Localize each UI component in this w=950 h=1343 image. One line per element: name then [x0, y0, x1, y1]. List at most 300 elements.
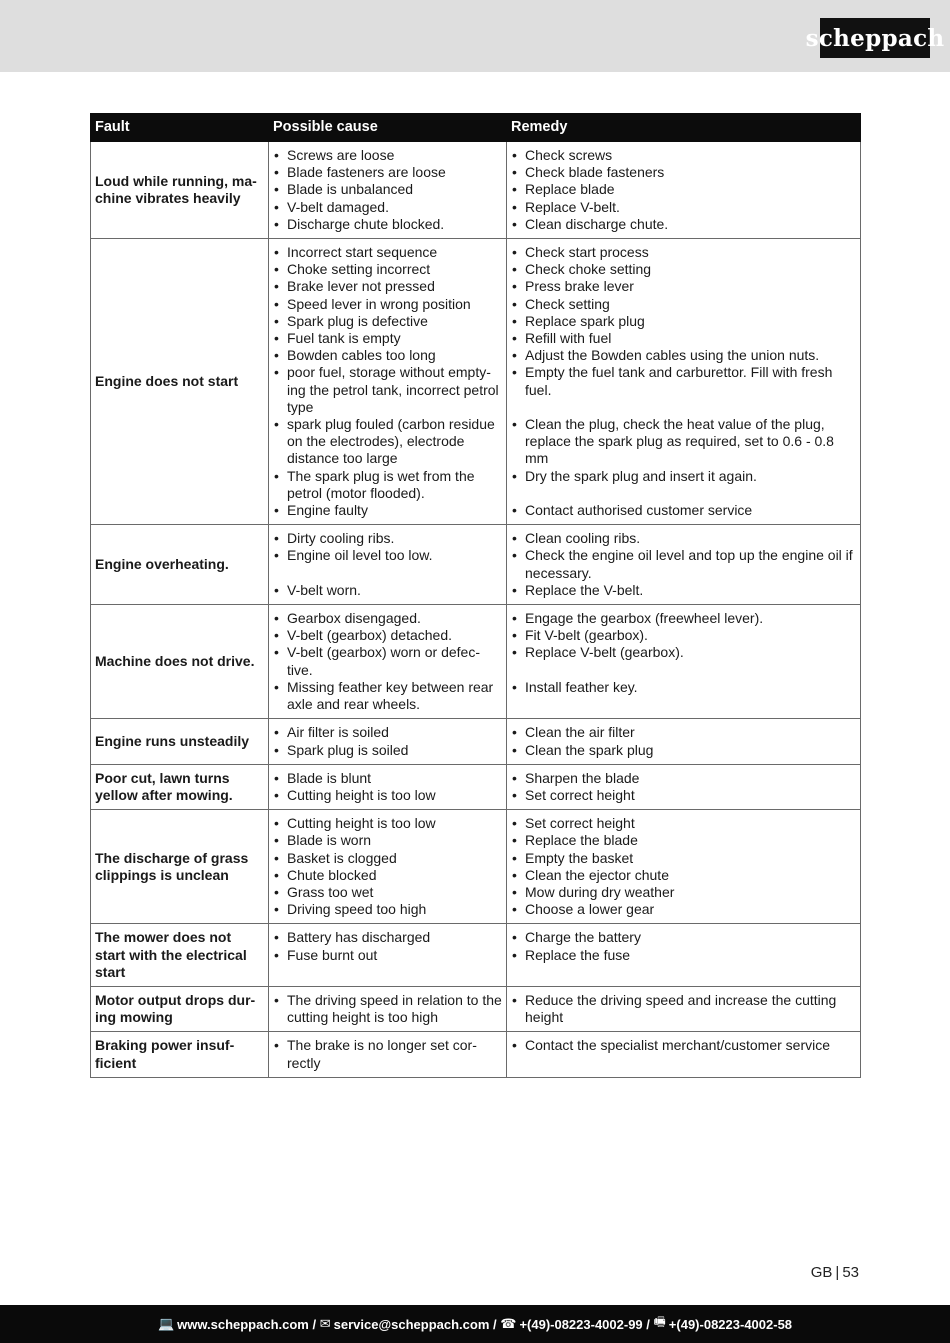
list-item	[511, 364, 856, 398]
bullet: •	[274, 530, 279, 547]
list-item-text: Replace spark plug	[525, 312, 645, 329]
list-item	[273, 296, 502, 313]
bullet: •	[512, 1037, 517, 1054]
contact-footer	[0, 1305, 950, 1343]
bullet: •	[274, 832, 279, 849]
list-item	[273, 947, 502, 964]
list-item	[273, 929, 502, 946]
list-item	[273, 261, 502, 278]
remedy-cell	[507, 986, 861, 1031]
list-item	[273, 164, 502, 181]
list-item-text: Engage the gearbox (freewheel lever).	[525, 610, 764, 627]
list-item-text: Replace the V-belt.	[525, 581, 644, 598]
bullet: •	[512, 147, 517, 163]
list-item	[273, 850, 502, 867]
list-item-text: Choke setting incorrect	[287, 261, 431, 278]
list-item	[273, 181, 502, 198]
list-item	[511, 850, 856, 867]
list-item-text: V-belt worn.	[287, 581, 361, 598]
table-row	[91, 719, 861, 764]
list-item-text: V-belt (gearbox) worn or defec-tive.	[287, 644, 480, 678]
list-item-text: Bowden cables too long	[287, 347, 436, 364]
list-item	[273, 468, 502, 502]
fault-cell: Poor cut, lawn turns yellow after mowing.	[91, 764, 269, 809]
bullet: •	[274, 547, 279, 564]
bullet: •	[274, 627, 279, 644]
list-item	[511, 742, 856, 759]
bullet: •	[274, 610, 279, 627]
bullet: •	[274, 181, 279, 198]
list-item	[511, 832, 856, 849]
list-item-text: Air filter is soiled	[287, 724, 389, 741]
bullet: •	[274, 946, 279, 963]
list-item-text: Check screws	[525, 147, 613, 163]
cause-cell	[269, 142, 507, 239]
bullet: •	[512, 849, 517, 866]
list-item	[273, 815, 502, 832]
list-item	[511, 147, 856, 164]
table-row	[91, 986, 861, 1031]
bullet: •	[274, 330, 279, 347]
mail-icon: ✉	[319, 1316, 331, 1331]
page-separator: |	[835, 1264, 840, 1281]
list-item	[273, 627, 502, 644]
list-item-text: Chute blocked	[287, 866, 377, 883]
cause-list	[273, 1037, 502, 1071]
bullet: •	[274, 866, 279, 883]
list-item	[273, 644, 502, 678]
list-item	[511, 502, 856, 519]
list-item	[273, 330, 502, 347]
table-row	[91, 764, 861, 809]
cause-cell	[269, 924, 507, 987]
list-item-text: Spark plug is defective	[287, 312, 428, 329]
list-item-text: Engine oil level too low.	[287, 547, 433, 564]
bullet: •	[274, 929, 279, 946]
cause-cell	[269, 810, 507, 924]
list-item-text: Clean discharge chute.	[525, 215, 669, 232]
remedy-list	[511, 244, 856, 519]
bullet: •	[512, 547, 517, 564]
list-item-text: Adjust the Bowden cables using the union nuts.	[525, 347, 820, 364]
fault-cell: Motor output drops dur-ing mowing	[91, 986, 269, 1031]
bullet: •	[512, 769, 517, 786]
header-fault: Fault	[91, 114, 269, 142]
footer-sep-1: /	[308, 1316, 320, 1332]
list-item	[273, 416, 502, 468]
list-item	[511, 216, 856, 233]
remedy-cell	[507, 924, 861, 987]
list-item-text: Fuse burnt out	[287, 946, 378, 963]
cause-list	[273, 992, 502, 1026]
list-item	[273, 364, 502, 416]
table-body	[91, 142, 861, 1078]
bullet: •	[274, 991, 279, 1008]
list-item	[273, 742, 502, 759]
bullet: •	[274, 312, 279, 329]
list-item	[273, 216, 502, 233]
bullet: •	[512, 261, 517, 278]
list-item	[273, 547, 502, 564]
list-item-text: Replace the blade	[525, 832, 638, 849]
bullet: •	[274, 901, 279, 918]
list-item	[273, 992, 502, 1026]
bullet: •	[512, 741, 517, 758]
bullet: •	[512, 244, 517, 261]
list-item	[511, 947, 856, 964]
list-item	[511, 929, 856, 946]
table-row	[91, 810, 861, 924]
list-item	[511, 261, 856, 278]
bullet: •	[274, 581, 279, 598]
fault-cell: Engine overheating.	[91, 525, 269, 605]
list-item-text: Engine faulty	[287, 502, 368, 519]
list-item	[511, 644, 856, 661]
bullet: •	[512, 198, 517, 215]
remedy-list	[511, 610, 856, 696]
cause-list	[273, 244, 502, 519]
bullet: •	[274, 278, 279, 295]
brand-logo-text: scheppach	[805, 24, 945, 52]
bullet: •	[512, 347, 517, 364]
bullet: •	[512, 678, 517, 695]
bullet: •	[274, 347, 279, 364]
cause-cell	[269, 986, 507, 1031]
bullet: •	[274, 644, 279, 661]
list-item-text: Press brake lever	[525, 278, 634, 295]
list-item-text: Fuel tank is empty	[287, 330, 401, 347]
list-item	[511, 787, 856, 804]
list-item	[273, 610, 502, 627]
list-item	[511, 313, 856, 330]
table-row	[91, 605, 861, 719]
bullet: •	[512, 866, 517, 883]
list-item	[511, 901, 856, 918]
list-item	[273, 884, 502, 901]
bullet: •	[512, 883, 517, 900]
table-row	[91, 1032, 861, 1077]
brand-logo	[805, 18, 945, 58]
list-item	[511, 992, 856, 1026]
list-item	[273, 530, 502, 547]
list-item-text: Blade is unbalanced	[287, 181, 414, 198]
bullet: •	[274, 364, 279, 381]
list-item	[273, 1037, 502, 1071]
list-item	[511, 884, 856, 901]
bullet: •	[274, 1037, 279, 1054]
list-item	[273, 502, 502, 519]
cause-list	[273, 610, 502, 713]
list-item	[273, 199, 502, 216]
footer-fax: +(49)-08223-4002-58	[668, 1316, 793, 1332]
list-item	[511, 244, 856, 261]
list-item-text: Contact authorised customer service	[525, 502, 753, 519]
list-item-text: Gearbox disengaged.	[287, 610, 421, 627]
cause-list	[273, 147, 502, 233]
remedy-list	[511, 724, 856, 758]
list-item	[273, 901, 502, 918]
list-item	[273, 313, 502, 330]
list-item-text: Dirty cooling ribs.	[287, 530, 395, 547]
list-item	[511, 582, 856, 599]
bullet: •	[512, 815, 517, 832]
bullet: •	[274, 786, 279, 803]
cause-cell	[269, 605, 507, 719]
list-item	[273, 244, 502, 261]
table-row	[91, 239, 861, 525]
list-item-text: Speed lever in wrong position	[287, 295, 471, 312]
bullet: •	[512, 901, 517, 918]
remedy-cell	[507, 142, 861, 239]
footer-sep-2: /	[489, 1316, 501, 1332]
list-item-text: Sharpen the blade	[525, 769, 640, 786]
list-item-text: Set correct height	[525, 786, 635, 803]
header-cause: Possible cause	[269, 114, 507, 142]
list-item	[511, 330, 856, 347]
bullet: •	[512, 530, 517, 547]
fault-cell: The mower does not start with the electrical start	[91, 924, 269, 987]
list-item	[511, 547, 856, 581]
bullet: •	[274, 678, 279, 695]
list-item-text: Basket is clogged	[287, 849, 397, 866]
list-item-text: Mow during dry weather	[525, 883, 675, 900]
list-item	[273, 724, 502, 741]
remedy-cell	[507, 1032, 861, 1077]
list-item-text: The brake is no longer set cor-rectly	[287, 1037, 477, 1071]
bullet: •	[274, 883, 279, 900]
list-item-text: Refill with fuel	[525, 330, 612, 347]
list-item-text: Set correct height	[525, 815, 635, 832]
troubleshooting-table	[90, 113, 861, 1078]
list-item-text: Check blade fasteners	[525, 164, 665, 181]
list-item-text: Fit V-belt (gearbox).	[525, 627, 648, 644]
fault-cell: Loud while running, ma-chine vibrates heavily	[91, 142, 269, 239]
bullet: •	[512, 724, 517, 741]
list-item	[273, 582, 502, 599]
list-item-text: Replace blade	[525, 181, 615, 198]
bullet: •	[274, 416, 279, 433]
list-item	[273, 832, 502, 849]
list-item	[511, 679, 856, 696]
table-header-row	[91, 114, 861, 142]
list-item-text: Check the engine oil level and top up the engine oil if necessary.	[525, 547, 853, 581]
bullet: •	[274, 261, 279, 278]
list-item-text: spark plug fouled (carbon residue on the electrodes), electrode distance too large	[287, 416, 495, 467]
list-item-text: Screws are loose	[287, 147, 395, 163]
remedy-list	[511, 147, 856, 233]
list-item-text: Reduce the driving speed and increase the cutting height	[525, 991, 837, 1026]
bullet: •	[512, 991, 517, 1008]
list-item	[273, 867, 502, 884]
bullet: •	[274, 198, 279, 215]
list-item-text: Empty the basket	[525, 849, 634, 866]
list-item	[511, 1037, 856, 1054]
list-item-text: Blade fasteners are loose	[287, 164, 446, 181]
page-lang: GB	[810, 1264, 833, 1281]
list-item-text: Spark plug is soiled	[287, 741, 409, 758]
list-item-text: Incorrect start sequence	[287, 244, 438, 261]
list-item	[511, 199, 856, 216]
list-item-text: Check setting	[525, 295, 610, 312]
fax-icon: 🖷	[653, 1314, 666, 1329]
list-item	[511, 416, 856, 468]
bullet: •	[512, 946, 517, 963]
bullet: •	[512, 278, 517, 295]
list-item	[273, 278, 502, 295]
cause-cell	[269, 719, 507, 764]
remedy-list	[511, 992, 856, 1026]
table-row	[91, 924, 861, 987]
remedy-cell	[507, 764, 861, 809]
list-item-text: Grass too wet	[287, 883, 374, 900]
list-item-text: Brake lever not pressed	[287, 278, 435, 295]
remedy-cell	[507, 525, 861, 605]
cause-cell	[269, 239, 507, 525]
page-number	[811, 1264, 859, 1281]
header-remedy: Remedy	[507, 114, 861, 142]
list-item	[511, 724, 856, 741]
list-item	[273, 347, 502, 364]
list-item-text: Contact the specialist merchant/customer service	[525, 1037, 831, 1054]
bullet: •	[512, 215, 517, 232]
list-item-text: Dry the spark plug and insert it again.	[525, 467, 757, 484]
bullet: •	[512, 627, 517, 644]
footer-sep-3: /	[642, 1316, 654, 1332]
cause-list	[273, 724, 502, 758]
remedy-cell	[507, 605, 861, 719]
fault-cell: Braking power insuf-ficient	[91, 1032, 269, 1077]
footer-email: service@scheppach.com	[333, 1316, 490, 1332]
computer-icon: 💻	[157, 1316, 175, 1331]
list-item	[511, 610, 856, 627]
list-item-text: Replace V-belt (gearbox).	[525, 644, 684, 661]
bullet: •	[512, 364, 517, 381]
list-item-text: Driving speed too high	[287, 901, 427, 918]
list-item	[511, 815, 856, 832]
bullet: •	[274, 295, 279, 312]
bullet: •	[512, 786, 517, 803]
remedy-list	[511, 929, 856, 963]
cause-list	[273, 815, 502, 918]
cause-list	[273, 530, 502, 599]
bullet: •	[512, 467, 517, 484]
list-item	[511, 296, 856, 313]
bullet: •	[274, 815, 279, 832]
list-item	[511, 468, 856, 485]
footer-web: www.scheppach.com	[177, 1316, 309, 1332]
list-item	[511, 770, 856, 787]
remedy-list	[511, 530, 856, 599]
list-item-text: Discharge chute blocked.	[287, 215, 445, 232]
list-item-text: Battery has discharged	[287, 929, 431, 946]
list-item-text: Blade is worn	[287, 832, 372, 849]
remedy-list	[511, 770, 856, 804]
cause-cell	[269, 525, 507, 605]
list-item-text: Clean the air filter	[525, 724, 635, 741]
list-item	[511, 181, 856, 198]
bullet: •	[512, 929, 517, 946]
bullet: •	[274, 215, 279, 232]
list-item-text: Cutting height is too low	[287, 815, 436, 832]
remedy-list	[511, 1037, 856, 1054]
list-item	[511, 530, 856, 547]
bullet: •	[512, 181, 517, 198]
list-item-text: Install feather key.	[525, 678, 638, 695]
cause-cell	[269, 1032, 507, 1077]
list-item-text: Cutting height is too low	[287, 786, 436, 803]
bullet: •	[512, 416, 517, 433]
list-item-text: Replace V-belt.	[525, 198, 620, 215]
list-item	[511, 867, 856, 884]
list-item-text: Charge the battery	[525, 929, 641, 946]
fault-cell: Machine does not drive.	[91, 605, 269, 719]
bullet: •	[274, 849, 279, 866]
phone-icon: ☎	[500, 1316, 517, 1331]
list-item-text: poor fuel, storage without empty-ing the petrol tank, incorrect petrol type	[287, 364, 499, 415]
list-item-text: Clean cooling ribs.	[525, 530, 641, 547]
bullet: •	[274, 769, 279, 786]
cause-list	[273, 770, 502, 804]
bullet: •	[274, 741, 279, 758]
bullet: •	[512, 330, 517, 347]
remedy-cell	[507, 719, 861, 764]
fault-cell: Engine does not start	[91, 239, 269, 525]
list-item	[273, 679, 502, 713]
table-row	[91, 142, 861, 239]
list-item-text: Check choke setting	[525, 261, 652, 278]
remedy-cell	[507, 810, 861, 924]
list-item-text: The spark plug is wet from the petrol (motor flooded).	[287, 467, 475, 501]
list-item-text: V-belt damaged.	[287, 198, 389, 215]
table-row	[91, 525, 861, 605]
bullet: •	[512, 502, 517, 519]
list-item	[273, 770, 502, 787]
page-num: 53	[842, 1264, 859, 1281]
list-item-text: Replace the fuse	[525, 946, 631, 963]
list-item-text: The driving speed in relation to the cutting height is too high	[287, 991, 502, 1026]
list-item-text: Check start process	[525, 244, 649, 261]
cause-cell	[269, 764, 507, 809]
list-item-text: Clean the ejector chute	[525, 866, 669, 883]
list-item-text: Empty the fuel tank and carburettor. Fill with fresh fuel.	[525, 364, 833, 398]
bullet: •	[274, 467, 279, 484]
bullet: •	[274, 502, 279, 519]
bullet: •	[512, 610, 517, 627]
list-item-text: Clean the plug, check the heat value of the plug, replace the spark plug as required, set to 0.6 - 0.8 mm	[525, 416, 834, 467]
list-item	[273, 147, 502, 164]
bullet: •	[274, 147, 279, 163]
bullet: •	[274, 244, 279, 261]
list-item-text: Clean the spark plug	[525, 741, 654, 758]
bullet: •	[512, 832, 517, 849]
fault-cell: Engine runs unsteadily	[91, 719, 269, 764]
bullet: •	[512, 581, 517, 598]
remedy-cell	[507, 239, 861, 525]
bullet: •	[274, 164, 279, 181]
bullet: •	[512, 295, 517, 312]
list-item	[511, 627, 856, 644]
remedy-list	[511, 815, 856, 918]
list-item-text: Blade is blunt	[287, 769, 372, 786]
list-item-text: Missing feather key between rear axle and rear wheels.	[287, 678, 494, 713]
bullet: •	[512, 644, 517, 661]
list-item	[511, 278, 856, 295]
list-item-text: V-belt (gearbox) detached.	[287, 627, 452, 644]
footer-phone: +(49)-08223-4002-99	[519, 1316, 643, 1332]
list-item-text: Choose a lower gear	[525, 901, 655, 918]
bullet: •	[512, 312, 517, 329]
bullet: •	[274, 724, 279, 741]
